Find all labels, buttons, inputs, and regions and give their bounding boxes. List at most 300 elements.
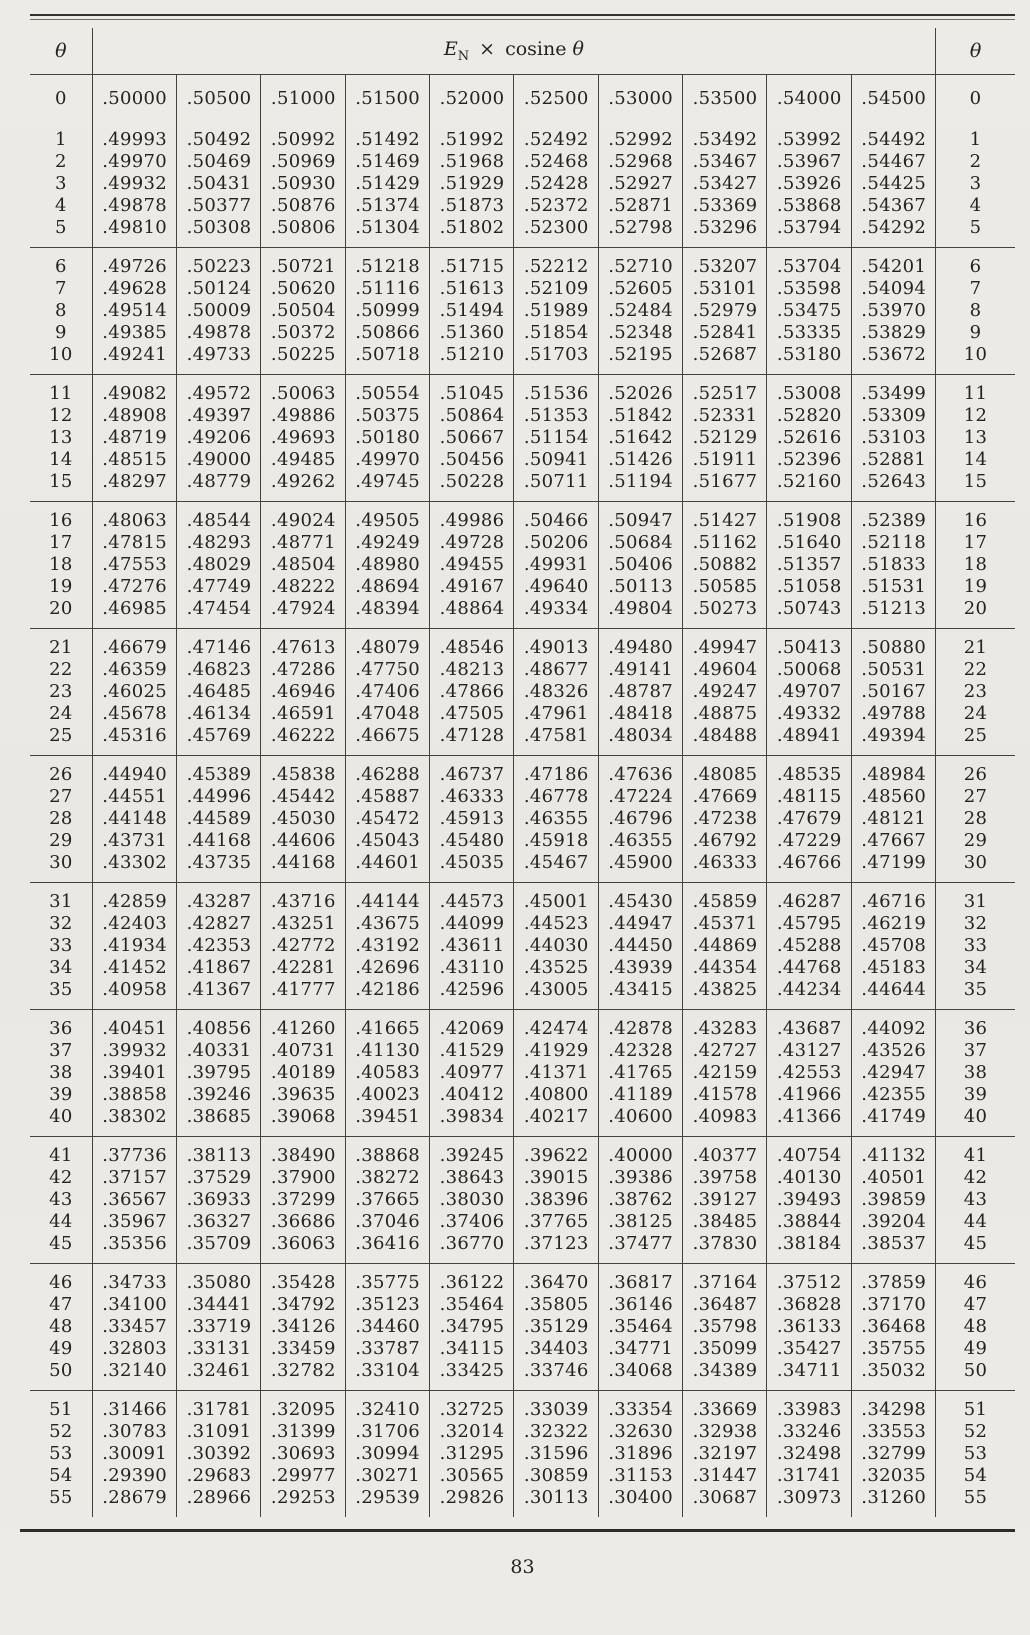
table-row [30,852,1015,883]
value-cell: .32630 [598,1421,682,1443]
table-header [30,28,1015,75]
value-cell: .49728 [430,532,514,554]
theta-left-cell: 51 [30,1391,92,1422]
value-cell: .49810 [92,217,176,248]
theta-right-cell: 11 [936,375,1015,406]
value-cell: .50273 [683,598,767,629]
value-cell: .39127 [683,1189,767,1211]
value-cell: .44030 [514,935,598,957]
theta-left-cell: 3 [54,173,67,194]
value-cell: .50223 [177,248,261,279]
value-cell: .35129 [514,1316,598,1338]
value-cell: .38125 [598,1211,682,1233]
value-cell: .52927 [598,173,682,195]
value-cell: .36567 [92,1189,176,1211]
theta-left-cell: 11 [30,375,92,406]
value-cell: .37765 [514,1211,598,1233]
value-cell: .44606 [261,830,345,852]
value-cell: .52212 [514,248,598,279]
value-cell: .50375 [345,405,429,427]
value-cell: .51911 [683,449,767,471]
value-cell: .49733 [177,344,261,375]
value-cell: .49572 [177,375,261,406]
theta-left-cell: 41 [30,1137,92,1168]
table-row [30,598,1015,629]
value-cell: .44940 [92,756,176,787]
value-cell: .52881 [851,449,935,471]
value-cell: .36416 [345,1233,429,1264]
value-cell: .49013 [514,629,598,660]
table-row [30,405,1015,427]
value-cell: .43939 [598,957,682,979]
value-cell: .51536 [514,375,598,406]
value-cell: .35967 [92,1211,176,1233]
value-cell: .51873 [430,195,514,217]
value-cell: .38762 [598,1189,682,1211]
theta-left-cell: 20 [49,598,73,619]
value-cell: .48297 [92,471,176,502]
value-cell: .32782 [261,1360,345,1391]
cosine-values-table [30,28,1015,1517]
theta-left-cell: 29 [49,830,73,851]
row-group [30,1137,1015,1264]
value-cell: .48875 [683,703,767,725]
value-cell: .49332 [767,703,851,725]
value-cell: .53467 [683,151,767,173]
value-cell: .48941 [767,725,851,756]
value-cell: .41132 [851,1137,935,1168]
theta-left-cell: 10 [49,344,73,365]
value-cell: .46355 [598,830,682,852]
value-cell: .50969 [261,151,345,173]
theta-left-cell: 14 [49,449,73,470]
value-cell: .40217 [514,1106,598,1137]
value-cell: .53704 [767,248,851,279]
value-cell: .36146 [598,1294,682,1316]
value-cell: .48779 [177,471,261,502]
value-cell: .43127 [767,1040,851,1062]
value-cell: .49505 [345,502,429,533]
table-row [30,1316,1015,1338]
row-group [30,756,1015,883]
theta-right-cell: 33 [936,935,1015,957]
value-cell: .46333 [430,786,514,808]
value-cell: .51494 [430,300,514,322]
theta-right-cell: 40 [936,1106,1015,1137]
value-cell: .49788 [851,703,935,725]
table-row [30,195,1015,217]
table-row [30,1137,1015,1168]
value-cell: .34771 [598,1338,682,1360]
value-cell: .33131 [177,1338,261,1360]
value-cell: .32095 [261,1391,345,1422]
row-group [30,1391,1015,1518]
value-cell: .41934 [92,935,176,957]
value-cell: .36470 [514,1264,598,1295]
value-cell: .29683 [177,1465,261,1487]
value-cell: .40501 [851,1167,935,1189]
value-cell: .51353 [514,405,598,427]
value-cell: .38858 [92,1084,176,1106]
value-cell: .42696 [345,957,429,979]
value-cell: .44869 [683,935,767,957]
table-row [30,913,1015,935]
value-cell: .43287 [177,883,261,914]
value-cell: .49206 [177,427,261,449]
value-cell: .49241 [92,344,176,375]
value-cell: .37665 [345,1189,429,1211]
value-cell: .43302 [92,852,176,883]
value-cell: .51908 [767,502,851,533]
value-cell: .45183 [851,957,935,979]
value-cell: .53499 [851,375,935,406]
value-cell: .49804 [598,598,682,629]
value-cell: .53992 [767,121,851,151]
value-cell: .28966 [177,1487,261,1517]
value-cell: .50941 [514,449,598,471]
value-cell: .47679 [767,808,851,830]
value-cell: .47866 [430,681,514,703]
value-cell: .38685 [177,1106,261,1137]
theta-left-cell: 2 [54,151,67,172]
value-cell: .40731 [261,1040,345,1062]
value-cell: .47815 [92,532,176,554]
value-cell: .31896 [598,1443,682,1465]
value-cell: .54500 [851,75,935,122]
value-cell: .42727 [683,1040,767,1062]
value-cell: .37529 [177,1167,261,1189]
value-cell: .34403 [514,1338,598,1360]
value-cell: .35428 [261,1264,345,1295]
value-cell: .53103 [851,427,935,449]
theta-left-cell: 0 [54,88,67,109]
value-cell: .46716 [851,883,935,914]
theta-right-cell: 32 [936,913,1015,935]
value-cell: .52372 [514,195,598,217]
value-cell: .51162 [683,532,767,554]
value-cell: .52979 [683,300,767,322]
value-cell: .39758 [683,1167,767,1189]
value-cell: .45678 [92,703,176,725]
value-cell: .31706 [345,1421,429,1443]
table-row [30,1062,1015,1084]
value-cell: .50406 [598,554,682,576]
value-cell: .50554 [345,375,429,406]
value-cell: .45043 [345,830,429,852]
value-cell: .37170 [851,1294,935,1316]
theta-column-header-right: θ [936,28,1015,75]
table-row [30,883,1015,914]
value-cell: .39635 [261,1084,345,1106]
value-cell: .41529 [430,1040,514,1062]
value-cell: .40754 [767,1137,851,1168]
value-cell: .51210 [430,344,514,375]
theta-right-cell: 23 [936,681,1015,703]
value-cell: .46792 [683,830,767,852]
value-cell: .40023 [345,1084,429,1106]
value-cell: .50167 [851,681,935,703]
value-cell: .40977 [430,1062,514,1084]
theta-left-cell: 18 [49,554,73,575]
theta-left-cell: 49 [49,1338,73,1359]
theta-left-cell: 15 [49,471,73,492]
value-cell: .37164 [683,1264,767,1295]
value-cell: .34441 [177,1294,261,1316]
value-cell: .36487 [683,1294,767,1316]
value-cell: .46134 [177,703,261,725]
value-cell: .44644 [851,979,935,1010]
value-cell: .44450 [598,935,682,957]
value-cell: .44168 [177,830,261,852]
value-cell: .47229 [767,830,851,852]
value-cell: .53309 [851,405,935,427]
value-cell: .33039 [514,1391,598,1422]
value-cell: .46355 [514,808,598,830]
value-cell: .50711 [514,471,598,502]
value-cell: .33553 [851,1421,935,1443]
value-cell: .51642 [598,427,682,449]
table-row [30,1106,1015,1137]
value-cell: .51426 [598,449,682,471]
row-group [30,375,1015,502]
value-cell: .49693 [261,427,345,449]
theta-right-cell: 38 [936,1062,1015,1084]
theta-left-cell: 7 [54,278,67,299]
value-cell: .49082 [92,375,176,406]
value-cell: .47505 [430,703,514,725]
value-cell: .48515 [92,449,176,471]
value-cell: .52348 [598,322,682,344]
table-row [30,1487,1015,1517]
value-cell: .38184 [767,1233,851,1264]
value-cell: .50620 [261,278,345,300]
theta-left-cell: 43 [49,1189,73,1210]
value-cell: .43525 [514,957,598,979]
value-cell: .49970 [92,151,176,173]
page-number: 83 [510,1556,535,1578]
value-cell: .47199 [851,852,935,883]
value-cell: .46823 [177,659,261,681]
value-cell: .45442 [261,786,345,808]
value-cell: .49249 [345,532,429,554]
value-cell: .41366 [767,1106,851,1137]
value-cell: .35356 [92,1233,176,1264]
value-cell: .49726 [92,248,176,279]
value-cell: .53008 [767,375,851,406]
value-cell: .49024 [261,502,345,533]
value-cell: .42159 [683,1062,767,1084]
value-cell: .31447 [683,1465,767,1487]
value-cell: .37859 [851,1264,935,1295]
theta-right-cell: 53 [936,1443,1015,1465]
theta-left-cell: 30 [49,852,73,873]
theta-left-cell: 34 [49,957,73,978]
value-cell: .46359 [92,659,176,681]
value-cell: .50876 [261,195,345,217]
row-group [30,502,1015,629]
value-cell: .38868 [345,1137,429,1168]
theta-right-cell: 31 [936,883,1015,914]
value-cell: .52798 [598,217,682,248]
value-cell: .52492 [514,121,598,151]
bottom-rule [20,1529,1015,1532]
value-cell: .49480 [598,629,682,660]
value-cell: .52500 [514,75,598,122]
value-cell: .53475 [767,300,851,322]
value-cell: .30113 [514,1487,598,1517]
value-cell: .49745 [345,471,429,502]
value-cell: .51469 [345,151,429,173]
value-cell: .35798 [683,1316,767,1338]
value-cell: .52643 [851,471,935,502]
theta-right-cell: 3 [936,173,1015,195]
value-cell: .52841 [683,322,767,344]
value-cell: .41777 [261,979,345,1010]
value-cell: .51045 [430,375,514,406]
value-cell: .47636 [598,756,682,787]
value-cell: .39068 [261,1106,345,1137]
value-cell: .34711 [767,1360,851,1391]
value-cell: .52396 [767,449,851,471]
value-cell: .38485 [683,1211,767,1233]
value-cell: .29539 [345,1487,429,1517]
value-cell: .39245 [430,1137,514,1168]
value-cell: .31466 [92,1391,176,1422]
value-cell: .51429 [345,173,429,195]
value-cell: .47406 [345,681,429,703]
theta-left-cell: 13 [49,427,73,448]
value-cell: .30271 [345,1465,429,1487]
value-cell: .37046 [345,1211,429,1233]
value-cell: .50372 [261,322,345,344]
value-cell: .52992 [598,121,682,151]
value-cell: .50882 [683,554,767,576]
value-cell: .39622 [514,1137,598,1168]
value-cell: .32461 [177,1360,261,1391]
theta-right-cell: 20 [936,598,1015,629]
value-cell: .45430 [598,883,682,914]
value-cell: .45467 [514,852,598,883]
value-cell: .42403 [92,913,176,935]
value-cell: .36327 [177,1211,261,1233]
value-cell: .48787 [598,681,682,703]
value-cell: .39493 [767,1189,851,1211]
table-row [30,1264,1015,1295]
value-cell: .53180 [767,344,851,375]
value-cell: .50684 [598,532,682,554]
value-cell: .46737 [430,756,514,787]
value-cell: .42878 [598,1010,682,1041]
value-cell: .47238 [683,808,767,830]
value-cell: .38490 [261,1137,345,1168]
value-cell: .50504 [261,300,345,322]
table-row [30,957,1015,979]
value-cell: .50413 [767,629,851,660]
value-cell: .49931 [514,554,598,576]
value-cell: .30994 [345,1443,429,1465]
value-cell: .52468 [514,151,598,173]
value-cell: .44354 [683,957,767,979]
value-cell: .53335 [767,322,851,344]
value-cell: .51374 [345,195,429,217]
table-row [30,703,1015,725]
theta-left-cell: 52 [49,1421,73,1442]
value-cell: .48984 [851,756,935,787]
value-cell: .34115 [430,1338,514,1360]
theta-right-cell: 36 [936,1010,1015,1041]
value-cell: .50718 [345,344,429,375]
value-cell: .54292 [851,217,935,248]
value-cell: .40331 [177,1040,261,1062]
value-cell: .51715 [430,248,514,279]
theta-left-cell: 4 [54,195,67,216]
value-cell: .50113 [598,576,682,598]
theta-right-cell: 41 [936,1137,1015,1168]
theta-left-cell: 32 [49,913,73,934]
value-cell: .30693 [261,1443,345,1465]
table-row [30,1360,1015,1391]
value-cell: .45887 [345,786,429,808]
value-cell: .31153 [598,1465,682,1487]
value-cell: .50806 [261,217,345,248]
value-cell: .45001 [514,883,598,914]
theta-left-cell: 44 [49,1211,73,1232]
value-cell: .51613 [430,278,514,300]
value-cell: .37900 [261,1167,345,1189]
value-cell: .31091 [177,1421,261,1443]
value-cell: .37477 [598,1233,682,1264]
value-cell: .46796 [598,808,682,830]
value-cell: .36817 [598,1264,682,1295]
value-cell: .30565 [430,1465,514,1487]
value-cell: .49947 [683,629,767,660]
theta-right-cell: 12 [936,405,1015,427]
value-cell: .48029 [177,554,261,576]
times-operator: × [479,38,496,61]
theta-right-cell: 1 [936,121,1015,151]
value-cell: .42353 [177,935,261,957]
value-cell: .30091 [92,1443,176,1465]
value-cell: .53672 [851,344,935,375]
table-row [30,300,1015,322]
value-cell: .52428 [514,173,598,195]
table-row [30,1465,1015,1487]
theta-right-cell: 26 [936,756,1015,787]
value-cell: .50009 [177,300,261,322]
value-cell: .47613 [261,629,345,660]
theta-right-cell: 47 [936,1294,1015,1316]
value-cell: .45316 [92,725,176,756]
value-cell: .45472 [345,808,429,830]
table-row [30,659,1015,681]
value-cell: .40412 [430,1084,514,1106]
value-cell: .51968 [430,151,514,173]
theta-right-cell: 43 [936,1189,1015,1211]
value-cell: .54201 [851,248,935,279]
value-cell: .39859 [851,1189,935,1211]
value-cell: .46675 [345,725,429,756]
theta-right-cell: 4 [936,195,1015,217]
value-cell: .51492 [345,121,429,151]
value-cell: .45838 [261,756,345,787]
value-cell: .45708 [851,935,935,957]
theta-left-cell: 36 [30,1010,92,1041]
value-cell: .49455 [430,554,514,576]
value-cell: .53101 [683,278,767,300]
value-cell: .51989 [514,300,598,322]
value-cell: .52517 [683,375,767,406]
theta-right-cell: 28 [936,808,1015,830]
